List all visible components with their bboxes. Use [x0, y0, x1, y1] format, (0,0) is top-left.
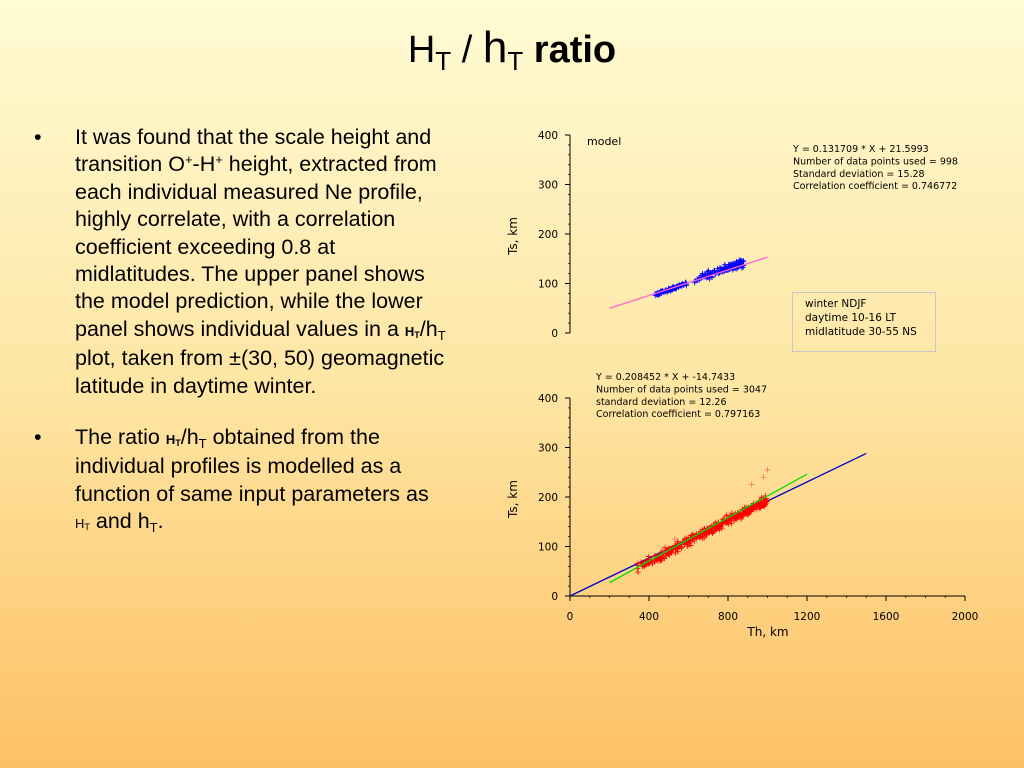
x-tick-label: 1600 [872, 611, 900, 623]
legend-line-2: daytime 10-16 LT [805, 312, 897, 324]
stats-line: Standard deviation = 15.28 [793, 168, 925, 180]
bullet2-text-a: The ratio [75, 425, 166, 450]
bullet1-slash: /h [419, 316, 438, 341]
stats-line: standard deviation = 12.26 [596, 396, 727, 408]
bullet1-ht-symbol: $H_T$ [404, 323, 420, 340]
title-sub-t2: T [507, 46, 524, 76]
bullet1-sub-t: T [437, 327, 446, 343]
stats-line: Y = 0.208452 * X + -14.7433 [596, 372, 736, 383]
y-axis-label: Ts, km [506, 217, 520, 255]
bullet2-slash: /h [180, 425, 199, 450]
y-tick-label: 400 [537, 393, 558, 405]
y-tick-label: 200 [537, 229, 558, 241]
stats-line: Correlation coefficient = 0.746772 [793, 181, 958, 193]
stats-line: Y = 0.131709 * X + 21.5993 [793, 144, 929, 155]
legend-line-1: winter NDJF [805, 298, 867, 310]
fit-line [610, 257, 768, 308]
chart-title: model [587, 135, 622, 148]
x-tick-label: 400 [638, 611, 660, 623]
y-axis-label: Ts, km [506, 480, 520, 518]
bullet2-sub-t2: T [149, 520, 158, 536]
y-tick-label: 100 [537, 278, 558, 291]
lower-panel [506, 372, 978, 639]
bullet1-text-c: height, extracted from each individual measured Ne profile, highly correlate, with a correlation coefficient exceeding 0.8 at midlatitudes. The upper panel shows the model prediction, while the lower panel shows individual values in a [75, 152, 437, 341]
data-point [749, 482, 755, 488]
bullet1-sup-plus: + [184, 152, 193, 168]
bullet2-ht-small: $H_T$ [75, 516, 90, 533]
data-point [761, 474, 767, 480]
title-big-h: H [407, 29, 436, 71]
x-axis-label: Th, km [747, 625, 789, 639]
bullet2-text-c: and h [89, 509, 150, 534]
y-tick-label: 400 [537, 130, 558, 142]
title-small-h: h [482, 23, 508, 72]
title-word: ratio [533, 29, 617, 71]
y-tick-label: 0 [551, 591, 558, 603]
y-tick-label: 100 [537, 541, 558, 554]
y-tick-label: 0 [551, 328, 558, 340]
title-separator: / [451, 29, 483, 71]
fit-line [610, 474, 808, 582]
data-point [635, 569, 641, 575]
stats-line: Number of data points used = 3047 [596, 384, 767, 396]
x-tick-label: 0 [566, 611, 574, 623]
bullet1-text-a: It was found that the scale height and transition O [75, 125, 432, 177]
bullet1-sup-plus2: + [215, 152, 223, 168]
stats-line: Number of data points used = 998 [793, 156, 958, 168]
legend-box [792, 292, 936, 352]
bullet2-sub-t: T [198, 436, 207, 452]
bullet1-text-d: plot, taken from ±(30, 50) geomagnetic latitude in daytime winter. [75, 346, 445, 398]
bullet2-ht-symbol: $H_T$ [165, 432, 181, 449]
x-tick-label: 800 [717, 611, 739, 623]
bullet-dot: • [34, 125, 42, 149]
legend-line-3: midlatitude 30-55 NS [805, 326, 917, 338]
stats-line: Correlation coefficient = 0.797163 [596, 409, 761, 421]
x-tick-label: 1200 [793, 611, 821, 623]
y-tick-label: 200 [537, 492, 558, 504]
y-tick-label: 300 [537, 179, 558, 192]
data-point [765, 467, 771, 473]
bullet1-text-b: -H [192, 152, 216, 177]
x-tick-label: 2000 [951, 611, 979, 623]
bullet-dot: • [34, 425, 42, 450]
title-sub-t: T [435, 46, 452, 76]
bullet2-text-d: . [157, 509, 164, 534]
bullet2-text-b: obtained from the individual profiles is modelled as a function of same input parameters as [75, 425, 429, 506]
y-tick-label: 300 [537, 442, 558, 455]
